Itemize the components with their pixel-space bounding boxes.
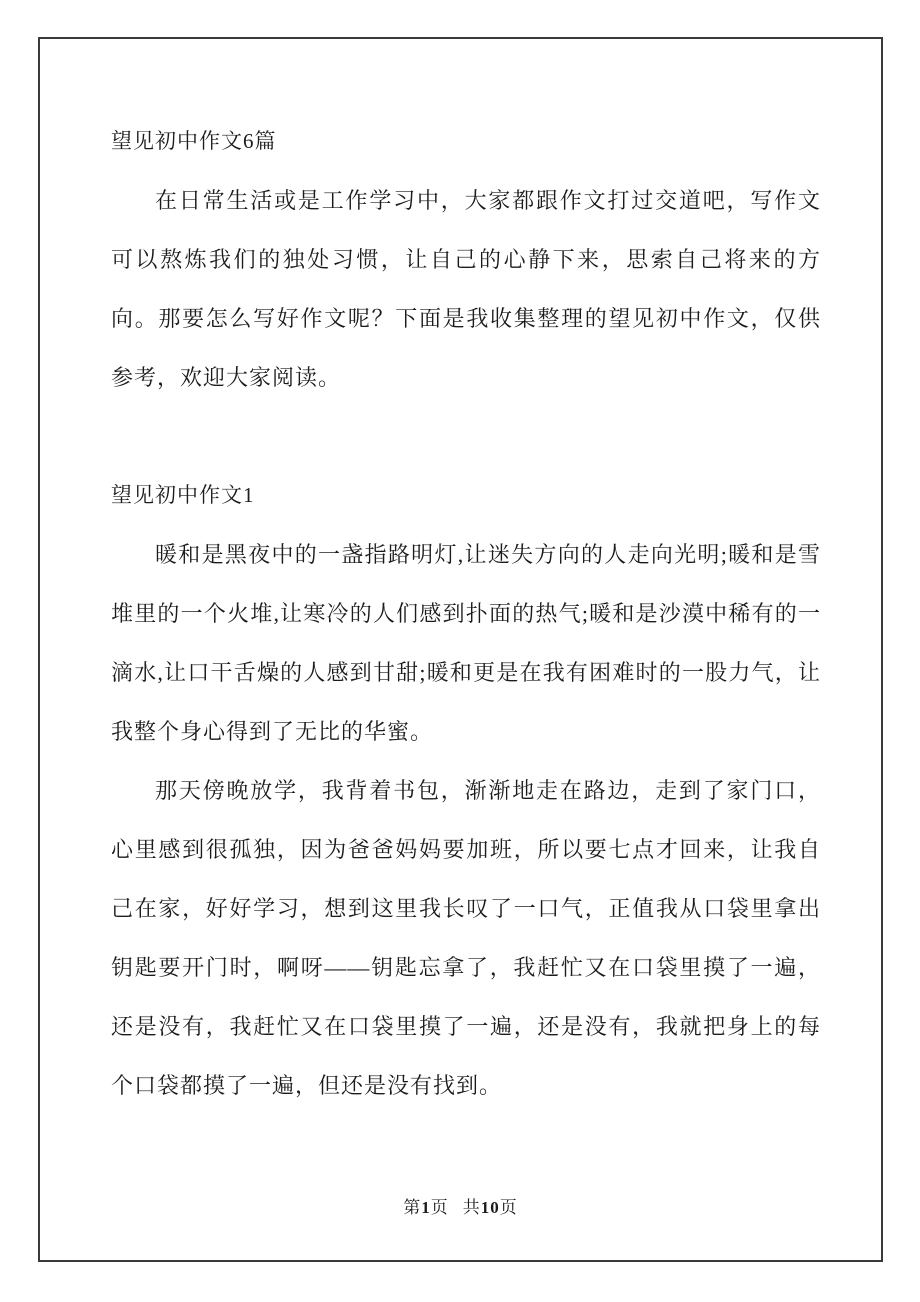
blank-line [111, 407, 821, 466]
footer-page-number: 1 [421, 1198, 431, 1217]
footer-page-suffix: 页 [430, 1198, 449, 1217]
footer-page-prefix: 第 [403, 1198, 422, 1217]
document-title: 望见初中作文6篇 [111, 129, 277, 153]
essay-paragraph-1: 暖和是黑夜中的一盏指路明灯,让迷失方向的人走向光明;暖和是雪堆里的一个火堆,让寒冷的人们感到扑面的热气;暖和是沙漠中稀有的一滴水,让口干舌燥的人感到甘甜;暖和更是在我有困难时的一股力气，让我整个身心得到了无比的华蜜。 [111, 542, 821, 744]
footer-total-prefix: 共 [462, 1198, 481, 1217]
essay-paragraph-2: 那天傍晚放学，我背着书包，渐渐地走在路边，走到了家门口，心里感到很孤独，因为爸爸妈妈要加班，所以要七点才回来，让我自己在家，好好学习，想到这里我长叹了一口气，正值我从口袋里拿出钥匙要开门时，啊呀——钥匙忘拿了，我赶忙又在口袋里摸了一遍，还是没有，我赶忙又在口袋里摸了一遍，还是没有，我就把身上的每个口袋都摸了一遍，但还是没有找到。 [111, 778, 821, 1098]
footer-total-suffix: 页 [499, 1198, 518, 1217]
section-heading: 望见初中作文1 [111, 483, 255, 507]
document-content [111, 112, 821, 1115]
footer-total-number: 10 [480, 1198, 500, 1217]
intro-paragraph: 在日常生活或是工作学习中，大家都跟作文打过交道吧，写作文可以熬炼我们的独处习惯，让自己的心静下来，思索自己将来的方向。那要怎么写好作文呢？下面是我收集整理的望见初中作文，仅供参考，欢迎大家阅读。 [111, 188, 821, 390]
page-footer [38, 1195, 883, 1221]
